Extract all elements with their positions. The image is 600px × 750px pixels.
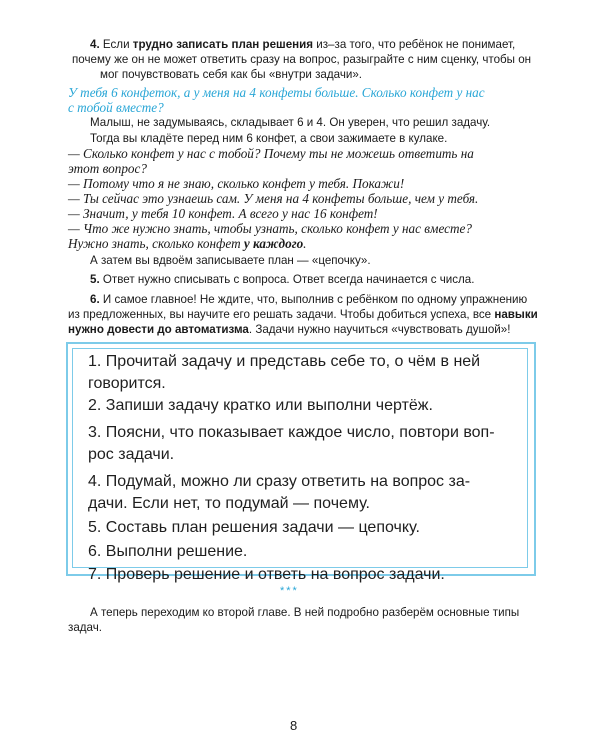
narrative-3: А затем вы вдвоём записываете план — «цепочку». (90, 254, 371, 267)
section-4-number: 4. (90, 38, 100, 51)
section-6-line-1-text: И самое главное! Не ждите, что, выполнив с ребёнком по одному упражнению (102, 293, 528, 306)
section-4-line-1 (90, 38, 515, 52)
section-4-line-3: мог почувствовать себя как бы «внутри задачи». (100, 68, 363, 81)
section-4-post: из–за того, что ребёнок не понимает, (313, 38, 516, 51)
section-5-number: 5. (90, 273, 100, 286)
rule-line-1: 1. Прочитай задачу и представь себе то, о чём в ней (88, 353, 481, 370)
section-6-line-3-bold: навыки (494, 308, 538, 321)
rule-line-6: 4. Подумай, можно ли сразу ответить на вопрос за- (88, 473, 471, 490)
section-6-line-4-bold: нужно довести до автоматизма (68, 323, 249, 336)
section-6-line-2-text: из предложенных, вы научите его решать задачи. Чтобы добиться успеха, все (68, 308, 492, 321)
section-4-bold: трудно записать план решения (132, 38, 314, 51)
rule-line-9: 6. Выполни решение. (88, 543, 248, 560)
dialog-line-5: — Значит, у тебя 10 конфет. А всего у нас 16 конфет! (68, 206, 378, 221)
section-4-line-2: почему же он не может ответить сразу на вопрос, разыграйте с ним сценку, чтобы он (72, 53, 532, 66)
section-6-line-4 (68, 323, 510, 337)
section-5-text: Ответ нужно списывать с вопроса. Ответ всегда начинается с числа. (102, 273, 475, 286)
dialog-line-2: этот вопрос? (68, 161, 147, 176)
dialog-line-3: — Потому что я не знаю, сколько конфет у тебя. Покажи! (68, 176, 405, 191)
dialog-line-1: — Сколько конфет у нас с тобой? Почему ты не можешь ответить на (68, 146, 474, 161)
narrative-2: Тогда вы кладёте перед ним 6 конфет, а свои зажимаете в кулаке. (90, 132, 448, 145)
dialog-line-7-bold: у каждого (243, 236, 304, 251)
page-number: 8 (290, 718, 298, 733)
dialog-line-7 (68, 237, 306, 251)
dialog-line-7-pre: Нужно знать, сколько конфет (68, 236, 244, 251)
dialog-line-6: — Что же нужно знать, чтобы узнать, сколько конфет у нас вместе? (68, 221, 472, 236)
section-6-line-4-post: . Задачи нужно научиться «чувствовать душой»! (248, 323, 511, 336)
blue-dialog-line-2: с тобой вместе? (68, 100, 164, 115)
rule-line-3: 2. Запиши задачу кратко или выполни чертёж. (88, 397, 433, 414)
rule-line-4: 3. Поясни, что показывает каждое число, повтори воп- (88, 424, 495, 441)
section-6-number: 6. (90, 293, 100, 306)
narrative-1: Малыш, не задумываясь, складывает 6 и 4. Он уверен, что решил задачу. (90, 116, 491, 129)
rule-line-8: 5. Составь план решения задачи — цепочку. (88, 519, 420, 536)
outro-line-1: А теперь переходим ко второй главе. В ней подробно разберём основные типы (90, 606, 520, 619)
section-4-pre: Если (102, 38, 133, 51)
section-6-line-2 (68, 308, 538, 322)
rule-line-10: 7. Проверь решение и ответь на вопрос задачи. (88, 566, 445, 583)
dialog-line-7-post: . (303, 236, 307, 251)
separator-stars: *** (280, 585, 299, 597)
rule-line-7: дачи. Если нет, то подумай — почему. (88, 495, 370, 512)
dialog-line-4: — Ты сейчас это узнаешь сам. У меня на 4 конфеты больше, чем у тебя. (68, 191, 479, 206)
rule-line-2: говорится. (88, 375, 166, 392)
section-5 (90, 273, 474, 287)
outro-line-2: задач. (68, 621, 102, 634)
rule-line-5: рос задачи. (88, 446, 175, 463)
blue-dialog-line-1: У тебя 6 конфеток, а у меня на 4 конфеты больше. Сколько конфет у нас (68, 85, 485, 100)
section-6-line-1 (90, 293, 527, 307)
